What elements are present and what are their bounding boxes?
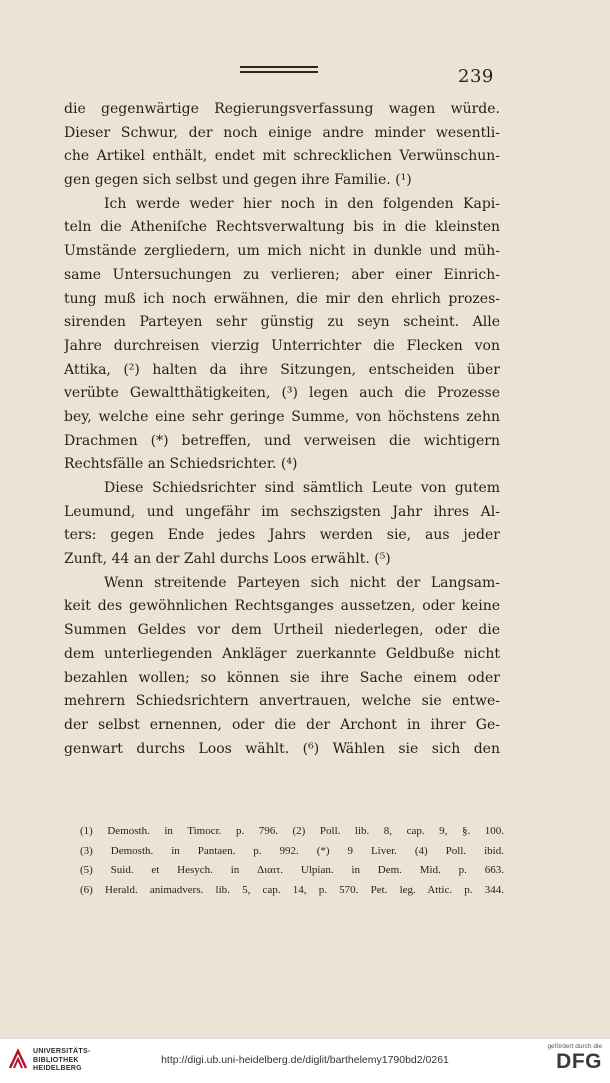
header-rule-bottom (240, 71, 318, 73)
text-line: Ich werde weder hier noch in den folgenden Kapi- (104, 195, 500, 212)
footnote-line: (5) Suid. et Hesych. in Διαιτ. Ulpian. in Dem. Mid. p. 663. (80, 864, 504, 877)
logo-line-2: BIBLIOTHEK (33, 1056, 79, 1064)
text-line: Wenn streitende Parteyen sich nicht der Langsam- (104, 574, 500, 591)
logo-line-3: HEIDELBERG (33, 1065, 82, 1072)
text-line: keit des gewöhnlichen Rechtsganges aussetzen, oder keine (64, 598, 500, 615)
text-line: verübte Gewaltthätigkeiten, (³) legen auch die Prozesse (64, 385, 500, 402)
text-line: Leumund, und ungefähr im sechszigsten Jahr ihres Al- (64, 503, 500, 520)
page-number: 239 (458, 66, 494, 87)
text-line: bezahlen wollen; so können sie ihre Sache einem oder (64, 669, 500, 686)
text-line: Jahre durchreisen vierzig Unterrichter die Flecken von (64, 337, 500, 354)
text-line: genwart durchs Loos wählt. (⁶) Wählen sie sich den (64, 740, 500, 757)
body-text (64, 98, 500, 761)
text-line: Diese Schiedsrichter sind sämtlich Leute von gutem (104, 480, 500, 496)
text-line: Attika, (²) halten da ihre Sitzungen, entscheiden über (64, 361, 500, 378)
dfg-logo: DFG (556, 1050, 602, 1073)
text-line: Dieser Schwur, der noch einige andre minder wesentli- (64, 124, 500, 141)
text-line: ters: gegen Ende jedes Jahrs werden sie, aus jeder (64, 527, 500, 544)
text-line: teln die Atheniſche Rechtsverwaltung bis in die kleinsten (64, 219, 500, 236)
text-line: gen gegen sich selbst und gegen ihre Familie. (¹) (64, 172, 412, 189)
text-line: sirenden Parteyen sehr günstig zu seyn scheint. Alle (64, 314, 500, 331)
text-line: mehrern Schiedsrichtern anvertrauen, welche sie entwe- (64, 693, 500, 710)
text-line: Umstände zergliedern, um mich nicht in dunkle und müh- (64, 243, 500, 260)
text-line: che Artikel enthält, endet mit schrecklichen Verwünschun- (64, 148, 500, 165)
dfg-funding[interactable] (532, 1043, 602, 1073)
text-line: same Untersuchungen zu verlieren; aber einer Einrich- (64, 266, 500, 283)
text-line: tung muß ich noch erwähnen, die mir den ehrlich prozes- (64, 290, 500, 307)
library-logo-text[interactable] (33, 1048, 91, 1074)
text-line: Zunft, 44 an der Zahl durchs Loos erwählt. (⁵) (64, 551, 391, 568)
footnote-line: (1) Demosth. in Timocr. p. 796. (2) Poll. lib. 8, cap. 9, §. 100. (80, 825, 504, 837)
funded-by-label: gefördert durch die (547, 1043, 602, 1050)
footnote-line: (6) Herald. animadvers. lib. 5, cap. 14, p. 570. Pet. leg. Attic. p. 344. (80, 883, 504, 896)
text-line: Drachmen (*) betreffen, und verweisen die wichtigern (64, 432, 500, 449)
text-line: Rechtsfälle an Schiedsrichter. (⁴) (64, 456, 298, 473)
text-line: bey, welche eine sehr geringe Summe, von höchstens zehn (64, 408, 500, 425)
logo-line-1: UNIVERSITÄTS- (33, 1048, 91, 1055)
header-rule-top (240, 66, 318, 68)
footnotes (80, 822, 504, 900)
text-line: Summen Geldes vor dem Urtheil niederlegen, oder die (64, 622, 500, 639)
viewer-footer (0, 1038, 610, 1083)
text-line: die gegenwärtige Regierungsverfassung wagen würde. (64, 101, 500, 117)
library-logo-icon[interactable] (8, 1048, 28, 1070)
footnote-line: (3) Demosth. in Pantaen. p. 992. (*) 9 Liver. (4) Poll. ibid. (80, 844, 504, 857)
permalink-url[interactable]: http://digi.ub.uni-heidelberg.de/diglit/barthelemy1790bd2/0261 (161, 1054, 449, 1066)
text-line: der selbst ernennen, oder die der Archont in ihrer Ge- (64, 716, 500, 733)
text-line: dem unterliegenden Ankläger zuerkannte Geldbuße nicht (64, 645, 500, 662)
